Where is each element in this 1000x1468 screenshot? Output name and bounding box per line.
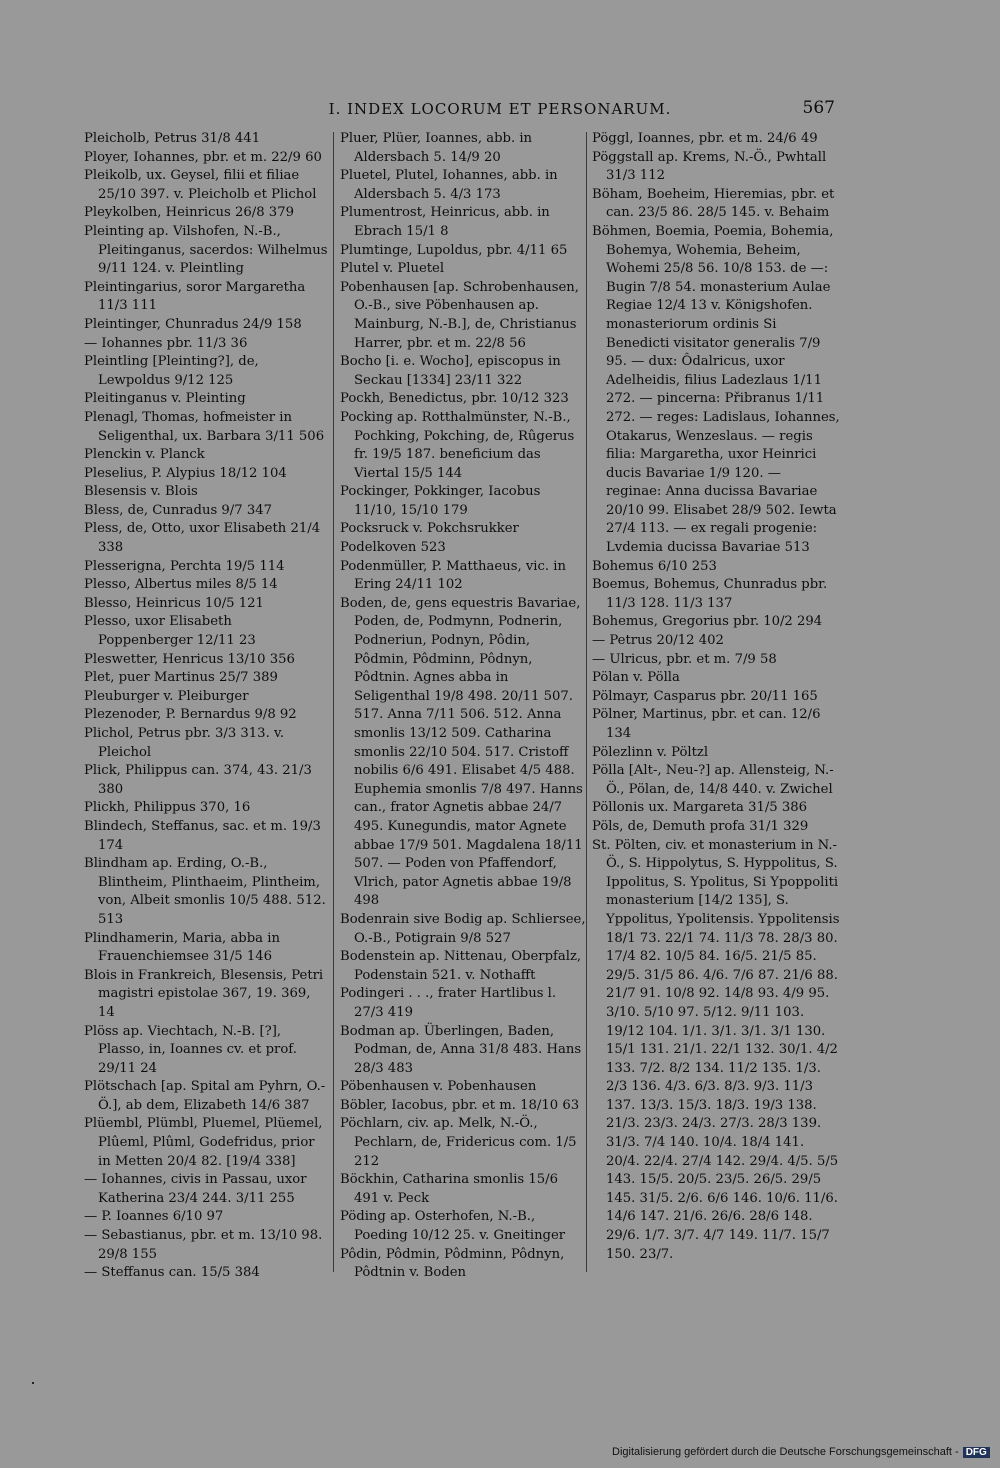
index-entry: Pleswetter, Henricus 13/10 356 [84, 651, 295, 667]
column-divider-right [586, 132, 587, 1272]
index-entry: Blois in Frankreich, Blesensis, Petri magistri epistolae 367, 19. 369, 14 [84, 967, 324, 1020]
index-entry: Pölner, Martinus, pbr. et can. 12/6 134 [592, 707, 821, 741]
footer-text: Digitalisierung gefördert durch die Deutsche Forschungsgemeinschaft - [612, 1446, 959, 1458]
index-entry: Pöchlarn, civ. ap. Melk, N.-Ö., Pechlarn, de, Fridericus com. 1/5 212 [340, 1116, 577, 1169]
index-entry: Pocksruck v. Pokchsrukker [340, 521, 519, 537]
index-entry: Plöss ap. Viechtach, N.-B. [?], Plasso, in, Ioannes cv. et prof. 29/11 24 [84, 1023, 297, 1076]
index-entry: Pölmayr, Casparus pbr. 20/11 165 [592, 688, 818, 704]
index-entry: Bodman ap. Überlingen, Baden, Podman, de, Anna 31/8 483. Hans 28/3 483 [340, 1023, 582, 1076]
index-entry: Pobenhausen [ap. Schrobenhausen, O.-B., sive Pöbenhausen ap. Mainburg, N.-B.], de, Christianus Harrer, pbr. et m. 22/8 56 [340, 279, 579, 351]
index-entry: Pöding ap. Osterhofen, N.-B., Poeding 10/12 25. v. Gneitinger [340, 1209, 566, 1244]
index-entry: Plenagl, Thomas, hofmeister in Seligenthal, ux. Barbara 3/11 506 [84, 409, 325, 444]
index-entry: Pless, de, Otto, uxor Elisabeth 21/4 338 [84, 521, 321, 556]
digitization-footer [612, 1446, 992, 1462]
index-entry: Pleselius, P. Alypius 18/12 104 [84, 465, 287, 481]
index-entry: Pocking ap. Rotthalmünster, N.-B., Pochking, Pokching, de, Rûgerus fr. 19/5 187. beneficium das Viertal 15/5 144 [340, 409, 575, 481]
scan-speck [32, 1382, 34, 1384]
index-entry: Pleinting ap. Vilshofen, N.-B., Pleitinganus, sacerdos: Wilhelmus 9/11 124. v. Pleintling [84, 223, 328, 277]
index-column-1 [84, 130, 330, 1283]
index-entry: Plesserigna, Perchta 19/5 114 [84, 558, 285, 574]
index-entry: Plesso, uxor Elisabeth Poppenberger 12/11 23 [84, 614, 256, 649]
index-entry: Plenckin v. Planck [84, 447, 205, 463]
index-entry: — P. Ioannes 6/10 97 [84, 1209, 224, 1225]
index-entry: Bless, de, Cunradus 9/7 347 [84, 502, 272, 518]
index-entry: Plüembl, Plümbl, Pluemel, Plüemel, Plûeml, Plûml, Godefridus, prior in Metten 20/4 82. [19/4 338] [84, 1116, 323, 1169]
index-entry: Bodenrain sive Bodig ap. Schliersee, O.-B., Potigrain 9/8 527 [340, 911, 586, 946]
index-entry: — Petrus 20/12 402 [592, 633, 724, 649]
index-entry: Pöls, de, Demuth profa 31/1 329 [592, 818, 809, 834]
index-entry: Böhmen, Boemia, Poemia, Bohemia, Bohemya, Wohemia, Beheim, Wohemi 25/8 56. 10/8 153. de —: Bugin 7/8 54. monasterium Aulae Regiae 12/4 13 v. Königshofen. monasteriorum ordinis Si Benedicti visitator generalis 7/9 95. — dux: Ôdalricus, uxor Adelheidis, filius Ladezlaus 1/11 272. — pincerna: Přibranus 1/11 272. — reges: Ladislaus, Iohannes, Otakarus, Wenzeslaus. — regis filia: Margaretha, uxor Heinrici ducis Bavariae 1/9 120. — reginae: Anna ducissa Bavariae 20/10 99. Elisabet 28/9 502. Iewta 27/4 113. — ex regali progenie: Lvdemia ducissa Bavariae 513 [592, 223, 840, 556]
index-entry: Blesso, Heinricus 10/5 121 [84, 595, 264, 611]
index-entry: Bohemus, Gregorius pbr. 10/2 294 [592, 614, 823, 630]
index-entry: Pöggstall ap. Krems, N.-Ö., Pwhtall 31/3 112 [592, 149, 827, 184]
index-entry: Podenmüller, P. Matthaeus, vic. in Ering 24/11 102 [340, 558, 566, 593]
index-entry: Blindham ap. Erding, O.-B., Blintheim, Plinthaeim, Plintheim, von, Albeit smonlis 10/5 488. 512. 513 [84, 856, 326, 927]
index-entry: Böckhin, Catharina smonlis 15/6 491 v. Peck [340, 1172, 558, 1206]
index-entry: — Iohannes pbr. 11/3 36 [84, 335, 248, 351]
index-entry: Plick, Philippus can. 374, 43. 21/3 380 [84, 763, 312, 797]
page-header [0, 98, 1000, 122]
column-divider-left [333, 132, 334, 1272]
index-entry: Podingeri . . ., frater Hartlibus l. 27/3 419 [340, 986, 557, 1020]
index-entry: Plutel v. Pluetel [340, 261, 445, 277]
index-entry: Pleintinger, Chunradus 24/9 158 [84, 316, 302, 332]
index-entry: Böbler, Iacobus, pbr. et m. 18/10 63 [340, 1097, 580, 1113]
index-entry: Plumentrost, Heinricus, abb. in Ebrach 15/1 8 [340, 205, 550, 239]
index-entry: Podelkoven 523 [340, 540, 446, 556]
index-entry: Plichol, Petrus pbr. 3/3 313. v. Pleichol [84, 726, 285, 760]
index-entry: Pölan v. Pölla [592, 670, 680, 686]
index-entry: Pôdin, Pôdmin, Pôdminn, Pôdnyn, Pôdtnin v. Boden [340, 1246, 565, 1281]
index-entry: Pluer, Plüer, Ioannes, abb. in Aldersbach 5. 14/9 20 [340, 131, 533, 165]
index-entry: Pockinger, Pokkinger, Iacobus 11/10, 15/10 179 [340, 484, 541, 518]
index-entry: Boden, de, gens equestris Bavariae, Poden, de, Podmynn, Podnerin, Podneriun, Podnyn, Pôdin, Pôdmin, Pôdminn, Pôdnyn, Pôdtnin. Agnes abba in Seligenthal 19/8 498. 20/11 507. 517. Anna 7/11 506. 512. Anna smonlis 13/12 509. Catharina smonlis 22/10 504. 517. Cristoff nobilis 6/6 491. Elisabet 4/5 488. Euphemia smonlis 7/8 497. Hanns can., frator Agnetis abbae 24/7 495. Kunegundis, mator Agnete abbae 17/9 501. Magdalena 18/11 507. — Poden von Pfaffendorf, Vlrich, pator Agnetis abbae 19/8 498 [340, 595, 583, 909]
index-entry: Plindhamerin, Maria, abba in Frauenchiemsee 31/5 146 [84, 930, 280, 965]
index-entry: Bodenstein ap. Nittenau, Oberpfalz, Podenstain 521. v. Nothafft [340, 949, 582, 983]
index-entry: Pleintingarius, soror Margaretha 11/3 111 [84, 279, 306, 314]
page-number: 567 [802, 98, 835, 118]
index-entry: Plet, puer Martinus 25/7 389 [84, 670, 278, 686]
index-entry: Pleikolb, ux. Geysel, filii et filiae 25/10 397. v. Pleicholb et Plichol [84, 168, 317, 202]
index-entry: Plickh, Philippus 370, 16 [84, 800, 251, 816]
running-title: I. INDEX LOCORUM ET PERSONARUM. [328, 100, 672, 118]
index-entry: Bohemus 6/10 253 [592, 558, 717, 574]
index-entry: — Sebastianus, pbr. et m. 13/10 98. 29/8 155 [84, 1228, 323, 1262]
index-entry: Pleykolben, Heinricus 26/8 379 [84, 205, 294, 221]
index-entry: Pleintling [Pleinting?], de, Lewpoldus 9/12 125 [84, 354, 259, 388]
index-entry: Blindech, Steffanus, sac. et m. 19/3 174 [84, 818, 321, 853]
index-entry: Pölla [Alt-, Neu-?] ap. Allensteig, N.-Ö., Pölan, de, 14/8 440. v. Zwichel [592, 763, 834, 797]
index-entry: Ployer, Iohannes, pbr. et m. 22/9 60 [84, 149, 322, 165]
index-entry: Pöggl, Ioannes, pbr. et m. 24/6 49 [592, 131, 818, 146]
index-entry: — Iohannes, civis in Passau, uxor Katherina 23/4 244. 3/11 255 [84, 1172, 307, 1206]
index-entry: Pleicholb, Petrus 31/8 441 [84, 131, 261, 146]
index-entry: Pöbenhausen v. Pobenhausen [340, 1079, 537, 1095]
index-entry: Pleuburger v. Pleiburger [84, 688, 249, 704]
index-entry: Plezenoder, P. Bernardus 9/8 92 [84, 707, 297, 723]
index-entry: Pöllonis ux. Margareta 31/5 386 [592, 800, 808, 816]
index-entry: Pölezlinn v. Pöltzl [592, 744, 709, 760]
index-entry: Pockh, Benedictus, pbr. 10/12 323 [340, 391, 569, 407]
dfg-logo: DFG [963, 1447, 990, 1458]
index-entry: St. Pölten, civ. et monasterium in N.-Ö., S. Hippolytus, S. Hyppolitus, S. Ippolitus, S. Ypolitus, Si Ypoppoliti monasterium [14/2 135], S. Yppolitus, Ypolitensis. Yppolitensis 18/1 73. 22/1 74. 11/3 78. 28/3 80. 17/4 82. 10/5 84. 16/5. 21/5 85. 29/5. 31/5 86. 4/6. 7/6 87. 21/6 88. 21/7 91. 10/8 92. 14/8 93. 4/9 95. 3/10. 5/10 97. 5/12. 9/11 103. 19/12 104. 1/1. 3/1. 3/1. 3/1 130. 15/1 131. 21/1. 22/1 132. 30/1. 4/2 133. 7/2. 8/2 134. 11/2 135. 1/3. 2/3 136. 4/3. 6/3. 8/3. 9/3. 11/3 137. 13/3. 15/3. 18/3. 19/3 138. 21/3. 23/3. 24/3. 27/3. 28/3 139. 31/3. 7/4 140. 10/4. 18/4 141. 20/4. 22/4. 27/4 142. 29/4. 4/5. 5/5 143. 15/5. 20/5. 23/5. 26/5. 29/5 145. 31/5. 2/6. 6/6 146. 10/6. 11/6. 14/6 147. 21/6. 26/6. 28/6 148. 29/6. 1/7. 3/7. 4/7 149. 11/7. 15/7 150. 23/7. [592, 837, 840, 1262]
index-entry: Bocho [i. e. Wocho], episcopus in Seckau [1334] 23/11 322 [340, 354, 561, 388]
index-entry: Boemus, Bohemus, Chunradus pbr. 11/3 128. 11/3 137 [592, 577, 828, 611]
index-entry: Plumtinge, Lupoldus, pbr. 4/11 65 [340, 242, 568, 258]
index-entry: Pluetel, Plutel, Iohannes, abb. in Aldersbach 5. 4/3 173 [340, 168, 558, 202]
index-column-3 [592, 130, 840, 1264]
index-entry: Plötschach [ap. Spital am Pyhrn, O.-Ö.], ab dem, Elizabeth 14/6 387 [84, 1079, 326, 1113]
index-entry: Pleitinganus v. Pleinting [84, 391, 246, 407]
index-column-2 [340, 130, 586, 1283]
index-entry: Böham, Boeheim, Hieremias, pbr. et can. 23/5 86. 28/5 145. v. Behaim [592, 186, 835, 221]
index-entry: — Steffanus can. 15/5 384 [84, 1265, 260, 1281]
index-entry: — Ulricus, pbr. et m. 7/9 58 [592, 651, 777, 667]
index-entry: Blesensis v. Blois [84, 484, 198, 500]
index-entry: Plesso, Albertus miles 8/5 14 [84, 577, 278, 593]
